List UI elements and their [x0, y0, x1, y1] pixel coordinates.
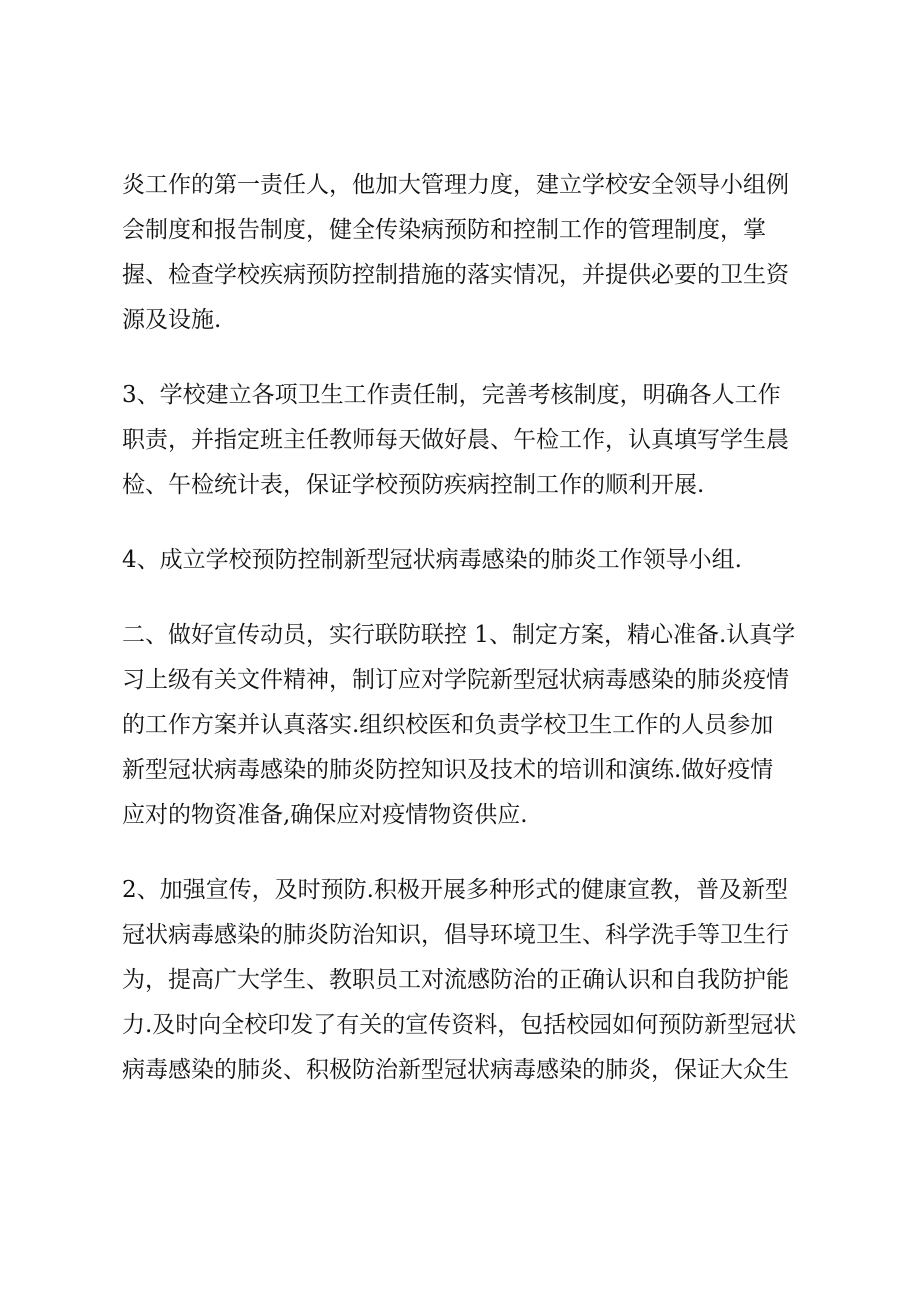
text-line: 3、学校建立各项卫生工作责任制，完善考核制度，明确各人工作 — [122, 382, 781, 408]
paragraph-publicity — [122, 868, 812, 1093]
text-line: 的工作方案并认真落实.组织校医和负责学校卫生工作的人员参加 — [122, 712, 774, 738]
text-line: 二、做好宣传动员，实行联防联控 1、制定方案，精心准备.认真学 — [122, 622, 796, 648]
text-line: 习上级有关文件精神，制订应对学院新型冠状病毒感染的肺炎疫情 — [122, 667, 789, 693]
text-line: 会制度和报告制度，健全传染病预防和控制工作的管理制度，掌 — [122, 217, 766, 243]
paragraph-item-4 — [122, 538, 812, 583]
text-line: 职责，并指定班主任教师每天做好晨、午检工作，认真填写学生晨 — [122, 427, 789, 453]
document-body — [122, 163, 812, 1093]
text-line: 新型冠状病毒感染的肺炎防控知识及技术的培训和演练.做好疫情 — [122, 757, 774, 783]
text-line: 病毒感染的肺炎、积极防治新型冠状病毒感染的肺炎，保证大众生 — [122, 1057, 789, 1083]
text-line: 为，提高广大学生、教职员工对流感防治的正确认识和自我防护能 — [122, 967, 789, 993]
text-line: 4、成立学校预防控制新型冠状病毒感染的肺炎工作领导小组. — [122, 547, 742, 573]
paragraph-item-3 — [122, 373, 812, 508]
text-line: 冠状病毒感染的肺炎防治知识，倡导环境卫生、科学洗手等卫生行 — [122, 922, 789, 948]
text-line: 握、检查学校疾病预防控制措施的落实情况，并提供必要的卫生资 — [122, 262, 789, 288]
paragraph-responsibility — [122, 163, 812, 343]
paragraph-section-2 — [122, 613, 812, 838]
text-line: 检、午检统计表，保证学校预防疾病控制工作的顺利开展. — [122, 472, 705, 498]
text-line: 2、加强宣传，及时预防.积极开展多种形式的健康宣教，普及新型 — [122, 877, 788, 903]
text-line: 源及设施. — [122, 307, 222, 333]
text-line: 炎工作的第一责任人，他加大管理力度，建立学校安全领导小组例 — [122, 172, 789, 198]
text-line: 力.及时向全校印发了有关的宣传资料，包括校园如何预防新型冠状 — [122, 1012, 797, 1038]
text-line: 应对的物资准备,确保应对疫情物资供应. — [122, 802, 528, 828]
